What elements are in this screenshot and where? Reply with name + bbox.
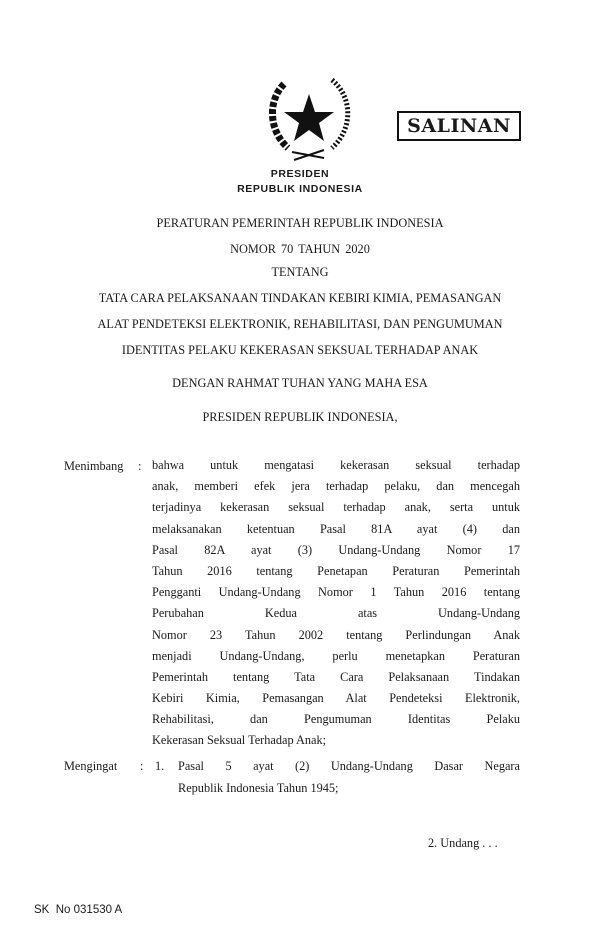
mengingat-colon: : <box>140 759 144 773</box>
continuation-marker: 2. Undang . . . <box>428 836 498 850</box>
text-line: Pengganti Undang-Undang Nomor 1 Tahun 2016 tentang <box>152 585 520 600</box>
salinan-stamp: SALINAN <box>397 111 521 141</box>
invocation: DENGAN RAHMAT TUHAN YANG MAHA ESA <box>172 376 428 390</box>
text-line: Kekerasan Seksual Terhadap Anak; <box>152 733 327 748</box>
menimbang-text <box>152 455 520 752</box>
item-number: 1. <box>155 759 165 773</box>
text-line: Pasal 5 ayat (2) Undang-Undang Dasar Negara <box>178 759 520 773</box>
text-line: Tahun 2016 tentang Penetapan Peraturan Pemerintah <box>152 563 520 578</box>
text-line: terjadinya kekerasan seksual terhadap anak, serta untuk <box>152 500 520 515</box>
tentang-label: TENTANG <box>271 265 329 279</box>
text-line: Perubahan Kedua atas Undang-Undang <box>152 606 520 621</box>
regulation-number: NOMOR 70 TAHUN 2020 <box>230 242 370 256</box>
state-emblem <box>262 72 356 162</box>
text-line: Rehabilitasi, dan Pengumuman Identitas Pelaku <box>152 712 520 727</box>
subject-line: TATA CARA PELAKSANAAN TINDAKAN KEBIRI KIMIA, PEMASANGAN <box>98 291 502 305</box>
menimbang-colon: : <box>138 459 142 473</box>
office-subtitle: REPUBLIK INDONESIA <box>237 183 363 195</box>
text-line: menjadi Undang-Undang, perlu menetapkan Peraturan <box>152 648 520 663</box>
text-line: bahwa untuk mengatasi kekerasan seksual terhadap <box>152 458 520 472</box>
office-title: PRESIDEN <box>270 168 330 180</box>
subject-line: ALAT PENDETEKSI ELEKTRONIK, REHABILITASI, DAN PENGUMUMAN <box>97 317 503 331</box>
subject-line: IDENTITAS PELAKU KEKERASAN SEKSUAL TERHADAP ANAK <box>121 343 479 357</box>
text-line: melaksanakan ketentuan Pasal 81A ayat (4) dan <box>152 521 520 536</box>
mengingat-text <box>178 755 520 799</box>
text-line: Nomor 23 Tahun 2002 tentang Perlindungan Anak <box>152 627 520 642</box>
mengingat-label: Mengingat <box>64 759 118 773</box>
document-serial: SK No 031530 A <box>34 904 123 916</box>
text-line: Kebiri Kimia, Pemasangan Alat Pendeteksi Elektronik, <box>152 691 520 706</box>
regulation-title: PERATURAN PEMERINTAH REPUBLIK INDONESIA <box>156 216 444 230</box>
authority: PRESIDEN REPUBLIK INDONESIA, <box>202 410 398 424</box>
menimbang-label: Menimbang <box>64 459 124 473</box>
text-line: anak, memberi efek jera terhadap pelaku, dan mencegah <box>152 479 520 494</box>
text-line: Republik Indonesia Tahun 1945; <box>178 781 339 795</box>
text-line: Pemerintah tentang Tata Cara Pelaksanaan Tindakan <box>152 669 520 684</box>
text-line: Pasal 82A ayat (3) Undang-Undang Nomor 17 <box>152 542 520 557</box>
